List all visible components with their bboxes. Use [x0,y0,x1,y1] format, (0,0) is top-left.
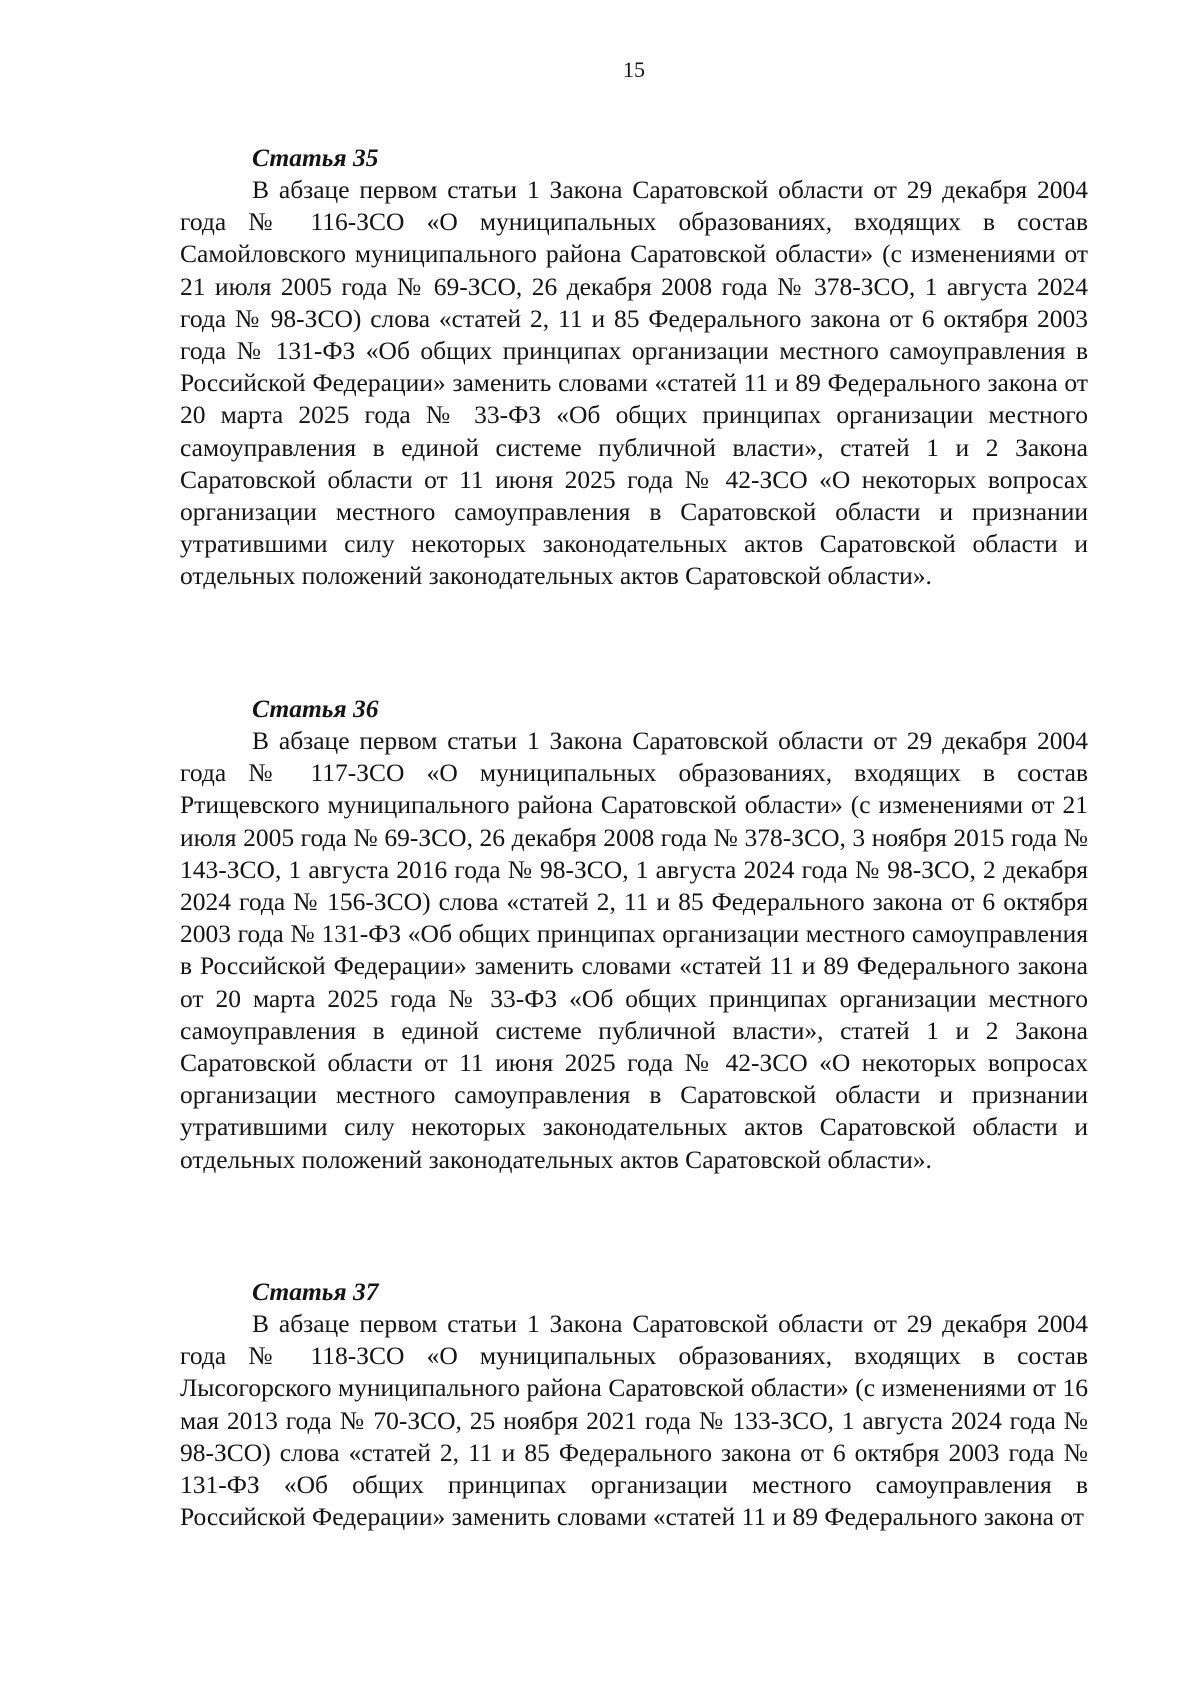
article-title: Статья 37 [252,1277,379,1306]
article-text: В абзаце первом статьи 1 Закона Саратовской области от 29 декабря 2004 года № 116-ЗСО «О муниципальных образованиях, входящих в состав Самойловского муниципального района Саратовской области» (с изменениями от 21 июля 2005 года № 69-ЗСО, 26 декабря 2008 года № 378-ЗСО, 1 августа 2024 года № 98-ЗСО) слова «статей 2, 11 и 85 Федерального закона от 6 октября 2003 года № 131-ФЗ «Об общих принципах организации местного самоуправления в Российской Федерации» заменить словами «статей 11 и 89 Федерального закона от 20 марта 2025 года № 33-ФЗ «Об общих принципах организации местного самоуправления в единой системе публичной власти», статей 1 и 2 Закона Саратовской области от 11 июня 2025 года № 42-ЗСО «О некоторых вопросах организации местного самоуправления в Саратовской области и признании утратившими силу некоторых законодательных актов Саратовской области и отдельных положений законодательных актов Саратовской области». [180,175,1088,591]
article-title: Статья 36 [252,694,379,723]
page-number: 15 [623,57,645,82]
article-text: В абзаце первом статьи 1 Закона Саратовской области от 29 декабря 2004 года № 117-ЗСО «О муниципальных образованиях, входящих в состав Ртищевского муниципального района Саратовской области» (с изменениями от 21 июля 2005 года № 69-ЗСО, 26 декабря 2008 года № 378-ЗСО, 3 ноября 2015 года № 143-ЗСО, 1 августа 2016 года № 98-ЗСО, 1 августа 2024 года № 98-ЗСО, 2 декабря 2024 года № 156-ЗСО) слова «статей 2, 11 и 85 Федерального закона от 6 октября 2003 года № 131-ФЗ «Об общих принципах организации местного самоуправления в Российской Федерации» заменить словами «статей 11 и 89 Федерального закона от 20 марта 2025 года № 33-ФЗ «Об общих принципах организации местного самоуправления в единой системе публичной власти», статей 1 и 2 Закона Саратовской области от 11 июня 2025 года № 42-ЗСО «О некоторых вопросах организации местного самоуправления в Саратовской области и признании утратившими силу некоторых законодательных актов Саратовской области и отдельных положений законодательных актов Саратовской области». [180,726,1088,1174]
article-title: Статья 35 [252,143,379,172]
article-36 [180,693,1088,1176]
article-text: В абзаце первом статьи 1 Закона Саратовской области от 29 декабря 2004 года № 118-ЗСО «О муниципальных образованиях, входящих в состав Лысогорского муниципального района Саратовской области» (с изменениями от 16 мая 2013 года № 70-ЗСО, 25 ноября 2021 года № 133-ЗСО, 1 августа 2024 года № 98-ЗСО) слова «статей 2, 11 и 85 Федерального закона от 6 октября 2003 года № 131-ФЗ «Об общих принципах организации местного самоуправления в Российской Федерации» заменить словами «статей 11 и 89 Федерального закона от [180,1309,1088,1532]
article-37 [180,1276,1088,1533]
article-35 [180,142,1088,593]
